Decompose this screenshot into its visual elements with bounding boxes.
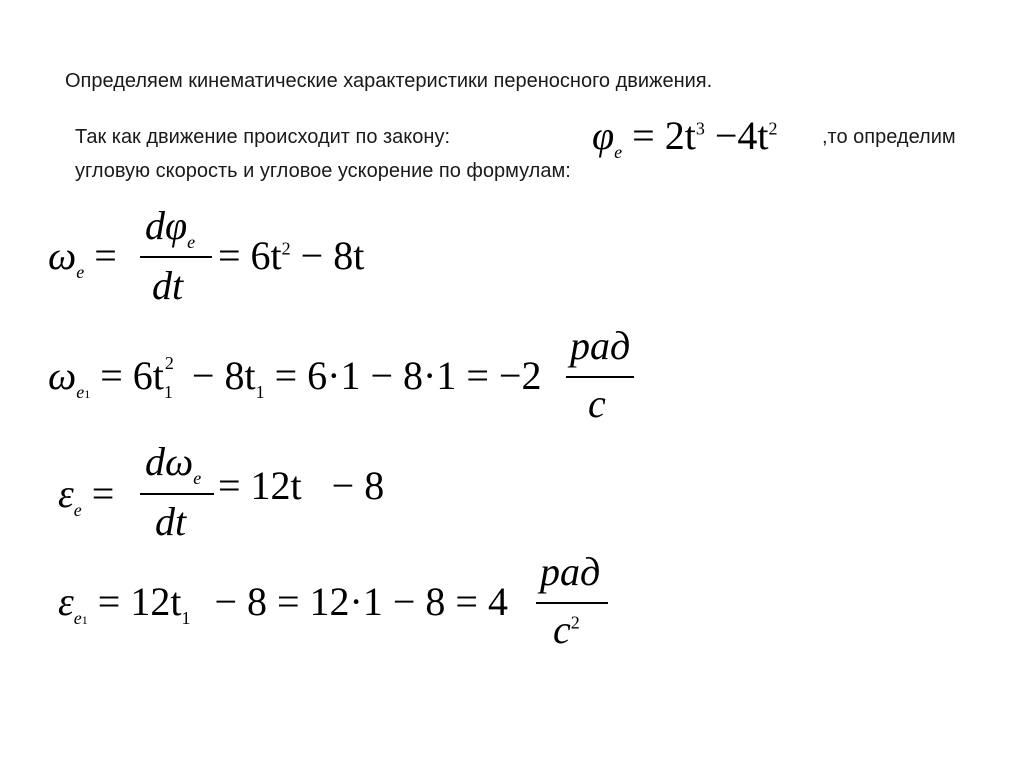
eq3-den: dt (155, 499, 187, 544)
eq2-b: − 8t (191, 353, 256, 398)
eq1-den: dt (152, 263, 184, 308)
epsilon-symbol: ε (58, 471, 74, 516)
eq1-rhs-pow: 2 (281, 238, 291, 259)
eq3-eq: = (91, 471, 115, 516)
eq4-b: − 8 = 12·1 − 8 = 4 (214, 579, 508, 624)
eq2-unit-num: рад (570, 323, 631, 368)
eq1-rhs-a: = 6t (218, 233, 282, 278)
eq1-num-sub: e (187, 232, 196, 252)
eq1-eq: = (94, 233, 117, 278)
law-pow3: 3 (695, 118, 705, 139)
eq3-lhs (58, 470, 115, 520)
eq3-num (145, 438, 202, 488)
omega-symbol: ω (48, 233, 77, 278)
eq2-pow: 2 (164, 352, 174, 373)
law-a: 2t (664, 113, 696, 158)
eq3-num-text: dω (145, 439, 194, 484)
law-pow2: 2 (768, 118, 778, 139)
eq2-a: = 6t (100, 353, 164, 398)
eq3-fraction-bar (140, 493, 214, 495)
eq1-rhs-tail: − 8t (300, 233, 365, 278)
eq1-fraction-bar (140, 256, 212, 258)
eq1-num-text: dφ (145, 203, 188, 248)
phi-symbol: φ (592, 113, 615, 158)
law-sub: e (614, 142, 623, 162)
law-b: 4t (737, 113, 769, 158)
eq3-rhs: = 12t − 8 (218, 463, 385, 508)
eq2-sub1b: 1 (255, 382, 265, 402)
eq1-lhs-sub: e (76, 262, 85, 282)
eq4-sub1: 1 (181, 608, 191, 628)
eq1-rhs (218, 232, 364, 279)
epsilon1-symbol: ε (58, 579, 74, 624)
eq3-lhs-sub: e (73, 500, 82, 520)
law-eq: = (632, 113, 655, 158)
eq4-unit-den: $с^2$ (553, 607, 580, 652)
intro-line1-end: ,то определим (822, 126, 956, 148)
eq2-c: = 6·1 − 8·1 = −2 (274, 353, 542, 398)
eq4-unit-bar (536, 602, 608, 604)
eq4-lhs-sub: e1 (73, 608, 88, 628)
eq4-a: = 12t (97, 579, 182, 624)
eq2-sub1a: 1 (163, 382, 173, 402)
eq4-unit-num: рад (540, 549, 601, 594)
heading: Определяем кинематические характеристики переносного движения. (65, 70, 713, 92)
eq1-num (145, 202, 196, 252)
eq1-lhs (48, 232, 117, 282)
omega1-symbol: ω (48, 353, 77, 398)
law-formula (592, 112, 778, 162)
eq4-unit-pow: 2 (570, 612, 580, 633)
eq2-body (48, 352, 542, 402)
intro-line2: угловую скорость и угловое ускорение по формулам: (75, 160, 571, 182)
eq2-lhs-sub: e1 (76, 382, 91, 402)
law-minus: − (714, 113, 738, 158)
eq2-unit-bar (566, 376, 634, 378)
eq2-unit-den: с (588, 381, 606, 426)
eq4-body (58, 578, 508, 628)
intro-line1-start: Так как движение происходит по закону: (75, 126, 450, 148)
eq3-num-sub: e (193, 468, 202, 488)
